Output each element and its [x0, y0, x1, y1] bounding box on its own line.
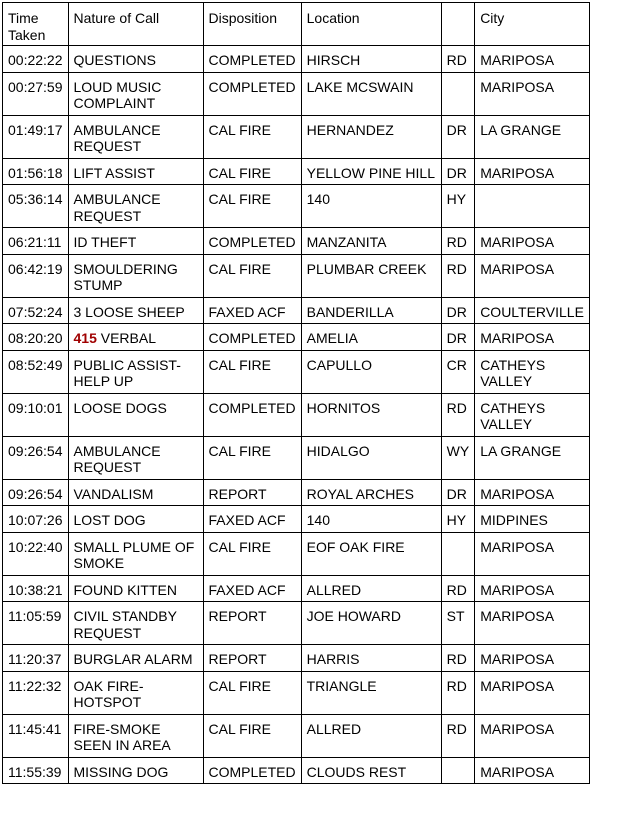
cell-time: 11:55:39 — [3, 757, 69, 784]
cell-nature: SMOULDERING STUMP — [68, 254, 203, 297]
table-body — [3, 46, 590, 784]
cell-nature: AMBULANCE REQUEST — [68, 115, 203, 158]
cell-location: ALLRED — [301, 575, 441, 602]
cell-nature: ID THEFT — [68, 228, 203, 255]
cell-location: EOF OAK FIRE — [301, 532, 441, 575]
call-nature-text: VERBAL — [96, 330, 156, 346]
cell-nature: AMBULANCE REQUEST — [68, 436, 203, 479]
cell-city: LA GRANGE — [475, 436, 590, 479]
cell-suffix: RD — [441, 645, 475, 672]
cell-location: 140 — [301, 506, 441, 533]
cell-time: 11:20:37 — [3, 645, 69, 672]
cell-nature: QUESTIONS — [68, 46, 203, 73]
cell-location: HIRSCH — [301, 46, 441, 73]
cell-suffix: ST — [441, 602, 475, 645]
table-row — [3, 158, 590, 185]
table-row — [3, 72, 590, 115]
cell-suffix: RD — [441, 575, 475, 602]
cell-time: 09:26:54 — [3, 436, 69, 479]
cell-time: 10:38:21 — [3, 575, 69, 602]
cell-city: MARIPOSA — [475, 324, 590, 351]
cell-nature: LOUD MUSIC COMPLAINT — [68, 72, 203, 115]
cell-time: 11:05:59 — [3, 602, 69, 645]
cell-nature: CIVIL STANDBY REQUEST — [68, 602, 203, 645]
cell-disposition: COMPLETED — [203, 228, 301, 255]
cell-time: 01:49:17 — [3, 115, 69, 158]
table-row — [3, 115, 590, 158]
table-row — [3, 254, 590, 297]
cell-disposition: REPORT — [203, 602, 301, 645]
cell-city: MARIPOSA — [475, 254, 590, 297]
table-row — [3, 393, 590, 436]
table-row — [3, 46, 590, 73]
header-suffix — [441, 3, 475, 46]
cell-suffix: DR — [441, 479, 475, 506]
cell-disposition: CAL FIRE — [203, 671, 301, 714]
cell-disposition: CAL FIRE — [203, 185, 301, 228]
cell-disposition: FAXED ACF — [203, 575, 301, 602]
cell-nature: SMALL PLUME OF SMOKE — [68, 532, 203, 575]
cell-location: PLUMBAR CREEK — [301, 254, 441, 297]
cell-location: CAPULLO — [301, 350, 441, 393]
header-nature: Nature of Call — [68, 3, 203, 46]
header-location: Location — [301, 3, 441, 46]
header-disposition: Disposition — [203, 3, 301, 46]
cell-city: MARIPOSA — [475, 714, 590, 757]
cell-time: 08:52:49 — [3, 350, 69, 393]
call-log-table — [2, 2, 590, 784]
cell-city: MARIPOSA — [475, 479, 590, 506]
call-log — [2, 2, 590, 784]
table-row — [3, 436, 590, 479]
cell-city: MARIPOSA — [475, 757, 590, 784]
cell-location: 140 — [301, 185, 441, 228]
cell-disposition: FAXED ACF — [203, 297, 301, 324]
cell-city: MARIPOSA — [475, 46, 590, 73]
cell-location: HARRIS — [301, 645, 441, 672]
call-code: 415 — [73, 330, 97, 346]
cell-suffix: RD — [441, 228, 475, 255]
cell-time: 06:21:11 — [3, 228, 69, 255]
cell-city: CATHEYS VALLEY — [475, 350, 590, 393]
cell-location: JOE HOWARD — [301, 602, 441, 645]
cell-suffix: WY — [441, 436, 475, 479]
cell-city — [475, 185, 590, 228]
cell-nature: LOST DOG — [68, 506, 203, 533]
cell-nature: LOOSE DOGS — [68, 393, 203, 436]
table-row — [3, 714, 590, 757]
cell-location: MANZANITA — [301, 228, 441, 255]
cell-suffix: DR — [441, 297, 475, 324]
table-row — [3, 602, 590, 645]
header-city: City — [475, 3, 590, 46]
cell-location: HIDALGO — [301, 436, 441, 479]
cell-suffix: RD — [441, 393, 475, 436]
cell-location: AMELIA — [301, 324, 441, 351]
cell-disposition: CAL FIRE — [203, 158, 301, 185]
cell-location: BANDERILLA — [301, 297, 441, 324]
cell-city: MARIPOSA — [475, 602, 590, 645]
cell-suffix: RD — [441, 714, 475, 757]
table-row — [3, 185, 590, 228]
cell-suffix — [441, 532, 475, 575]
cell-nature: AMBULANCE REQUEST — [68, 185, 203, 228]
cell-time: 10:22:40 — [3, 532, 69, 575]
cell-time: 00:27:59 — [3, 72, 69, 115]
table-row — [3, 350, 590, 393]
cell-time: 09:26:54 — [3, 479, 69, 506]
cell-suffix: RD — [441, 46, 475, 73]
cell-location: CLOUDS REST — [301, 757, 441, 784]
cell-disposition: CAL FIRE — [203, 532, 301, 575]
cell-disposition: REPORT — [203, 645, 301, 672]
cell-location: LAKE MCSWAIN — [301, 72, 441, 115]
cell-time: 11:45:41 — [3, 714, 69, 757]
table-row — [3, 671, 590, 714]
cell-disposition: CAL FIRE — [203, 115, 301, 158]
header-time: Time Taken — [3, 3, 69, 46]
cell-time: 06:42:19 — [3, 254, 69, 297]
cell-nature: FOUND KITTEN — [68, 575, 203, 602]
cell-disposition: COMPLETED — [203, 46, 301, 73]
cell-suffix: DR — [441, 324, 475, 351]
cell-suffix: RD — [441, 254, 475, 297]
cell-nature — [68, 324, 203, 351]
cell-location: YELLOW PINE HILL — [301, 158, 441, 185]
cell-location: ALLRED — [301, 714, 441, 757]
cell-city: MIDPINES — [475, 506, 590, 533]
cell-city: MARIPOSA — [475, 158, 590, 185]
table-row — [3, 297, 590, 324]
cell-city: MARIPOSA — [475, 671, 590, 714]
cell-suffix — [441, 72, 475, 115]
table-row — [3, 324, 590, 351]
cell-disposition: CAL FIRE — [203, 436, 301, 479]
cell-time: 01:56:18 — [3, 158, 69, 185]
cell-time: 08:20:20 — [3, 324, 69, 351]
cell-time: 00:22:22 — [3, 46, 69, 73]
cell-city: MARIPOSA — [475, 575, 590, 602]
cell-disposition: COMPLETED — [203, 324, 301, 351]
cell-disposition: CAL FIRE — [203, 350, 301, 393]
cell-time: 05:36:14 — [3, 185, 69, 228]
cell-city: CATHEYS VALLEY — [475, 393, 590, 436]
cell-city: MARIPOSA — [475, 532, 590, 575]
cell-disposition: CAL FIRE — [203, 254, 301, 297]
cell-disposition: FAXED ACF — [203, 506, 301, 533]
table-row — [3, 645, 590, 672]
cell-nature: LIFT ASSIST — [68, 158, 203, 185]
table-row — [3, 479, 590, 506]
cell-suffix: DR — [441, 158, 475, 185]
cell-suffix: HY — [441, 185, 475, 228]
cell-nature: FIRE-SMOKE SEEN IN AREA — [68, 714, 203, 757]
cell-disposition: COMPLETED — [203, 393, 301, 436]
cell-city: MARIPOSA — [475, 72, 590, 115]
cell-nature: VANDALISM — [68, 479, 203, 506]
cell-suffix: RD — [441, 671, 475, 714]
cell-nature: BURGLAR ALARM — [68, 645, 203, 672]
cell-time: 07:52:24 — [3, 297, 69, 324]
cell-disposition: COMPLETED — [203, 757, 301, 784]
cell-nature: 3 LOOSE SHEEP — [68, 297, 203, 324]
cell-suffix: DR — [441, 115, 475, 158]
cell-city: LA GRANGE — [475, 115, 590, 158]
cell-location: TRIANGLE — [301, 671, 441, 714]
cell-location: HERNANDEZ — [301, 115, 441, 158]
header-row — [3, 3, 590, 46]
table-row — [3, 757, 590, 784]
cell-time: 09:10:01 — [3, 393, 69, 436]
table-row — [3, 532, 590, 575]
cell-time: 11:22:32 — [3, 671, 69, 714]
cell-city: MARIPOSA — [475, 228, 590, 255]
cell-city: COULTERVILLE — [475, 297, 590, 324]
cell-city: MARIPOSA — [475, 645, 590, 672]
cell-suffix: HY — [441, 506, 475, 533]
cell-location: ROYAL ARCHES — [301, 479, 441, 506]
table-row — [3, 506, 590, 533]
cell-disposition: REPORT — [203, 479, 301, 506]
cell-disposition: COMPLETED — [203, 72, 301, 115]
table-row — [3, 228, 590, 255]
cell-nature: MISSING DOG — [68, 757, 203, 784]
cell-nature: OAK FIRE-HOTSPOT — [68, 671, 203, 714]
cell-suffix — [441, 757, 475, 784]
cell-location: HORNITOS — [301, 393, 441, 436]
cell-time: 10:07:26 — [3, 506, 69, 533]
cell-suffix: CR — [441, 350, 475, 393]
table-row — [3, 575, 590, 602]
cell-nature: PUBLIC ASSIST-HELP UP — [68, 350, 203, 393]
cell-disposition: CAL FIRE — [203, 714, 301, 757]
